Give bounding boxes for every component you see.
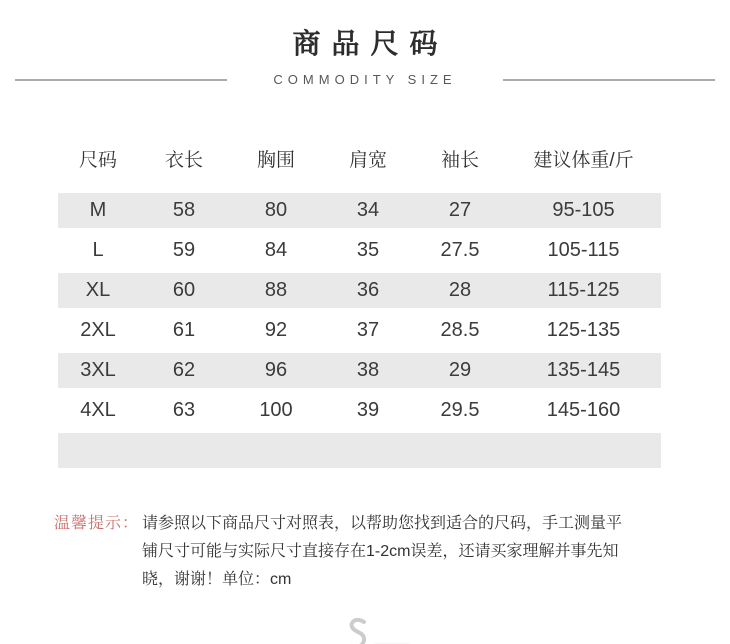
cell-shoulder: 38 bbox=[356, 359, 380, 381]
cell-bust: 80 bbox=[264, 199, 288, 221]
column-header-bust: 胸围 bbox=[256, 149, 295, 171]
cell-bust: 88 bbox=[264, 279, 288, 301]
cell-weight: 95-105 bbox=[552, 199, 615, 221]
table-row bbox=[58, 393, 661, 428]
note-line: 请参照以下商品尺寸对照表，以帮助您找到适合的尺码，手工测量平 bbox=[142, 515, 623, 532]
cell-bust: 92 bbox=[264, 319, 288, 341]
cell-shoulder: 37 bbox=[356, 319, 380, 341]
cell-size: 4XL bbox=[80, 399, 116, 421]
left-divider-line bbox=[15, 79, 227, 81]
cell-sleeve: 27 bbox=[448, 199, 472, 221]
cell-weight: 135-145 bbox=[546, 359, 621, 381]
cell-length: 60 bbox=[172, 279, 196, 301]
cell-shoulder: 35 bbox=[356, 239, 380, 261]
cell-length: 63 bbox=[172, 399, 196, 421]
table-row bbox=[58, 193, 661, 228]
cell-shoulder: 39 bbox=[356, 399, 380, 421]
cell-weight: 115-125 bbox=[547, 279, 620, 301]
cell-bust: 84 bbox=[264, 239, 288, 261]
column-header-weight: 建议体重/斤 bbox=[533, 149, 634, 171]
watermark-logo bbox=[347, 618, 411, 644]
cell-length: 62 bbox=[172, 359, 196, 381]
column-header-size: 尺码 bbox=[78, 149, 117, 171]
note bbox=[54, 510, 674, 594]
cell-length: 61 bbox=[172, 319, 196, 341]
cell-weight: 105-115 bbox=[547, 239, 620, 261]
cell-sleeve: 28 bbox=[448, 279, 472, 301]
table-row bbox=[58, 233, 661, 268]
cell-size: L bbox=[92, 239, 104, 261]
note-label: 温馨提示： bbox=[54, 515, 140, 532]
subtitle-row bbox=[0, 72, 730, 87]
table-row bbox=[58, 313, 661, 348]
right-divider-line bbox=[503, 79, 715, 81]
size-table bbox=[58, 137, 661, 468]
page-title: 商品尺码 bbox=[292, 28, 449, 59]
cell-shoulder: 36 bbox=[356, 279, 380, 301]
page-subtitle: COMMODITY SIZE bbox=[273, 72, 457, 87]
cell-weight: 145-160 bbox=[546, 399, 621, 421]
cell-shoulder: 34 bbox=[356, 199, 380, 221]
column-header-length: 衣长 bbox=[164, 149, 203, 171]
cell-sleeve: 29 bbox=[448, 359, 472, 381]
cell-length: 59 bbox=[172, 239, 196, 261]
table-row bbox=[58, 273, 661, 308]
cell-length: 58 bbox=[172, 199, 196, 221]
cell-size: XL bbox=[85, 279, 111, 301]
cell-bust: 100 bbox=[259, 399, 293, 421]
table-empty-row bbox=[58, 433, 661, 468]
cell-size: 3XL bbox=[80, 359, 116, 381]
note-line: 铺尺寸可能与实际尺寸直接存在1-2cm误差，还请买家理解并事先知 bbox=[142, 543, 619, 560]
table-header-row bbox=[58, 137, 661, 179]
column-header-sleeve: 袖长 bbox=[440, 149, 479, 171]
cell-sleeve: 28.5 bbox=[440, 319, 480, 341]
note-line: 晓，谢谢！单位：cm bbox=[142, 571, 292, 588]
cell-weight: 125-135 bbox=[546, 319, 621, 341]
cell-bust: 96 bbox=[264, 359, 288, 381]
watermark-curl-icon bbox=[347, 618, 369, 644]
column-header-shoulder: 肩宽 bbox=[348, 149, 387, 171]
cell-sleeve: 27.5 bbox=[440, 239, 480, 261]
cell-size: M bbox=[89, 199, 107, 221]
cell-sleeve: 29.5 bbox=[440, 399, 480, 421]
table-row bbox=[58, 353, 661, 388]
cell-size: 2XL bbox=[80, 319, 116, 341]
